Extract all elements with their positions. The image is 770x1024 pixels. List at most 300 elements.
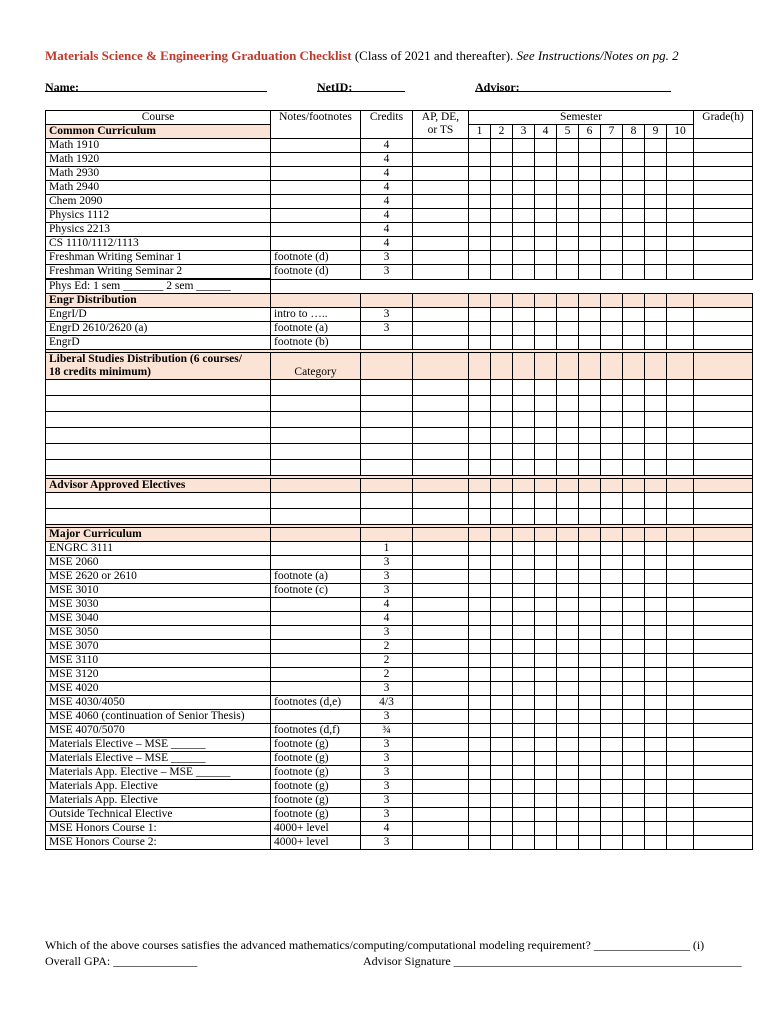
semester-cell[interactable] [667,139,694,153]
semester-cell[interactable] [601,584,623,598]
semester-cell[interactable] [557,223,579,237]
semester-cell[interactable] [667,710,694,724]
credits-input[interactable] [361,493,413,509]
semester-cell[interactable] [601,195,623,209]
semester-cell[interactable] [535,696,557,710]
ap-de-ts-cell[interactable] [413,223,469,237]
ap-de-ts-cell[interactable] [413,724,469,738]
notes-input[interactable] [271,493,361,509]
semester-cell[interactable] [623,822,645,836]
semester-cell[interactable] [513,237,535,251]
semester-cell[interactable] [579,836,601,850]
semester-cell[interactable] [601,153,623,167]
semester-cell[interactable] [645,444,667,460]
semester-cell[interactable] [491,223,513,237]
semester-cell[interactable] [645,195,667,209]
semester-cell[interactable] [645,570,667,584]
grade-cell[interactable] [694,336,753,350]
semester-cell[interactable] [535,738,557,752]
semester-cell[interactable] [601,265,623,280]
semester-cell[interactable] [513,493,535,509]
grade-cell[interactable] [694,396,753,412]
grade-cell[interactable] [694,153,753,167]
semester-cell[interactable] [535,766,557,780]
semester-cell[interactable] [667,836,694,850]
semester-cell[interactable] [513,654,535,668]
semester-cell[interactable] [469,308,491,322]
grade-cell[interactable] [694,493,753,509]
semester-cell[interactable] [469,724,491,738]
ap-de-ts-cell[interactable] [413,308,469,322]
semester-cell[interactable] [513,460,535,476]
semester-cell[interactable] [513,223,535,237]
semester-cell[interactable] [645,682,667,696]
credits-input[interactable] [361,509,413,525]
semester-cell[interactable] [601,654,623,668]
semester-cell[interactable] [469,380,491,396]
semester-cell[interactable] [645,724,667,738]
semester-cell[interactable] [513,195,535,209]
semester-cell[interactable] [601,808,623,822]
semester-cell[interactable] [667,640,694,654]
semester-cell[interactable] [645,336,667,350]
grade-cell[interactable] [694,428,753,444]
semester-cell[interactable] [557,794,579,808]
semester-cell[interactable] [645,223,667,237]
semester-cell[interactable] [601,396,623,412]
semester-cell[interactable] [557,626,579,640]
semester-cell[interactable] [469,710,491,724]
semester-cell[interactable] [579,584,601,598]
semester-cell[interactable] [491,308,513,322]
course-input[interactable] [46,428,271,444]
semester-cell[interactable] [513,570,535,584]
semester-cell[interactable] [667,626,694,640]
ap-de-ts-cell[interactable] [413,412,469,428]
semester-cell[interactable] [513,322,535,336]
semester-cell[interactable] [535,460,557,476]
semester-cell[interactable] [623,396,645,412]
semester-cell[interactable] [623,195,645,209]
semester-cell[interactable] [601,794,623,808]
semester-cell[interactable] [535,682,557,696]
grade-cell[interactable] [694,542,753,556]
semester-cell[interactable] [667,380,694,396]
semester-cell[interactable] [491,738,513,752]
semester-cell[interactable] [535,153,557,167]
semester-cell[interactable] [601,766,623,780]
semester-cell[interactable] [491,766,513,780]
semester-cell[interactable] [557,336,579,350]
semester-cell[interactable] [513,251,535,265]
grade-cell[interactable] [694,752,753,766]
semester-cell[interactable] [557,570,579,584]
semester-cell[interactable] [667,444,694,460]
semester-cell[interactable] [469,584,491,598]
semester-cell[interactable] [623,251,645,265]
semester-cell[interactable] [667,223,694,237]
semester-cell[interactable] [645,766,667,780]
course-input[interactable] [46,444,271,460]
semester-cell[interactable] [513,139,535,153]
semester-cell[interactable] [557,251,579,265]
grade-cell[interactable] [694,640,753,654]
semester-cell[interactable] [623,542,645,556]
semester-cell[interactable] [469,444,491,460]
semester-cell[interactable] [579,570,601,584]
semester-cell[interactable] [601,412,623,428]
semester-cell[interactable] [469,509,491,525]
semester-cell[interactable] [645,584,667,598]
semester-cell[interactable] [513,626,535,640]
semester-cell[interactable] [667,265,694,280]
semester-cell[interactable] [623,139,645,153]
semester-cell[interactable] [667,724,694,738]
semester-cell[interactable] [623,223,645,237]
semester-cell[interactable] [667,682,694,696]
semester-cell[interactable] [491,640,513,654]
semester-cell[interactable] [623,710,645,724]
grade-cell[interactable] [694,766,753,780]
ap-de-ts-cell[interactable] [413,710,469,724]
semester-cell[interactable] [623,836,645,850]
notes-input[interactable] [271,444,361,460]
semester-cell[interactable] [667,251,694,265]
semester-cell[interactable] [623,209,645,223]
semester-cell[interactable] [469,682,491,696]
semester-cell[interactable] [469,752,491,766]
semester-cell[interactable] [645,412,667,428]
grade-cell[interactable] [694,444,753,460]
advisor-field[interactable] [475,80,671,92]
ap-de-ts-cell[interactable] [413,598,469,612]
semester-cell[interactable] [513,836,535,850]
semester-cell[interactable] [667,654,694,668]
semester-cell[interactable] [601,780,623,794]
semester-cell[interactable] [535,780,557,794]
semester-cell[interactable] [469,223,491,237]
ap-de-ts-cell[interactable] [413,696,469,710]
credits-input[interactable] [361,428,413,444]
semester-cell[interactable] [469,780,491,794]
semester-cell[interactable] [491,836,513,850]
grade-cell[interactable] [694,237,753,251]
semester-cell[interactable] [623,780,645,794]
semester-cell[interactable] [557,682,579,696]
semester-cell[interactable] [513,598,535,612]
semester-cell[interactable] [667,668,694,682]
semester-cell[interactable] [513,265,535,280]
semester-cell[interactable] [667,780,694,794]
semester-cell[interactable] [469,556,491,570]
semester-cell[interactable] [469,794,491,808]
semester-cell[interactable] [601,336,623,350]
semester-cell[interactable] [469,322,491,336]
ap-de-ts-cell[interactable] [413,808,469,822]
semester-cell[interactable] [469,237,491,251]
semester-cell[interactable] [601,556,623,570]
semester-cell[interactable] [601,542,623,556]
grade-cell[interactable] [694,584,753,598]
semester-cell[interactable] [623,696,645,710]
semester-cell[interactable] [491,626,513,640]
semester-cell[interactable] [557,710,579,724]
semester-cell[interactable] [469,428,491,444]
semester-cell[interactable] [623,412,645,428]
semester-cell[interactable] [535,710,557,724]
semester-cell[interactable] [579,167,601,181]
semester-cell[interactable] [579,752,601,766]
grade-cell[interactable] [694,139,753,153]
semester-cell[interactable] [601,493,623,509]
semester-cell[interactable] [645,542,667,556]
semester-cell[interactable] [667,237,694,251]
semester-cell[interactable] [557,139,579,153]
semester-cell[interactable] [601,509,623,525]
semester-cell[interactable] [623,752,645,766]
semester-cell[interactable] [579,380,601,396]
semester-cell[interactable] [513,682,535,696]
semester-cell[interactable] [535,752,557,766]
credits-input[interactable] [361,412,413,428]
semester-cell[interactable] [667,167,694,181]
grade-cell[interactable] [694,808,753,822]
semester-cell[interactable] [469,836,491,850]
semester-cell[interactable] [623,738,645,752]
semester-cell[interactable] [513,509,535,525]
notes-input[interactable] [271,412,361,428]
semester-cell[interactable] [579,542,601,556]
semester-cell[interactable] [623,460,645,476]
semester-cell[interactable] [601,668,623,682]
semester-cell[interactable] [667,696,694,710]
semester-cell[interactable] [645,780,667,794]
semester-cell[interactable] [557,181,579,195]
grade-cell[interactable] [694,570,753,584]
semester-cell[interactable] [557,612,579,626]
credits-input[interactable] [361,380,413,396]
semester-cell[interactable] [557,167,579,181]
notes-input[interactable] [271,396,361,412]
semester-cell[interactable] [535,195,557,209]
semester-cell[interactable] [645,322,667,336]
semester-cell[interactable] [557,780,579,794]
grade-cell[interactable] [694,598,753,612]
course-input[interactable] [46,460,271,476]
semester-cell[interactable] [579,668,601,682]
semester-cell[interactable] [535,380,557,396]
grade-cell[interactable] [694,836,753,850]
semester-cell[interactable] [557,265,579,280]
semester-cell[interactable] [579,766,601,780]
semester-cell[interactable] [601,223,623,237]
semester-cell[interactable] [513,724,535,738]
semester-cell[interactable] [645,209,667,223]
ap-de-ts-cell[interactable] [413,654,469,668]
semester-cell[interactable] [491,710,513,724]
grade-cell[interactable] [694,682,753,696]
semester-cell[interactable] [579,412,601,428]
semester-cell[interactable] [535,724,557,738]
ap-de-ts-cell[interactable] [413,626,469,640]
semester-cell[interactable] [535,223,557,237]
semester-cell[interactable] [491,612,513,626]
course-input[interactable] [46,493,271,509]
semester-cell[interactable] [579,336,601,350]
semester-cell[interactable] [645,836,667,850]
ap-de-ts-cell[interactable] [413,153,469,167]
semester-cell[interactable] [513,336,535,350]
semester-cell[interactable] [491,460,513,476]
semester-cell[interactable] [513,780,535,794]
semester-cell[interactable] [579,223,601,237]
semester-cell[interactable] [645,265,667,280]
semester-cell[interactable] [645,710,667,724]
name-field[interactable] [45,80,267,92]
semester-cell[interactable] [557,209,579,223]
ap-de-ts-cell[interactable] [413,822,469,836]
semester-cell[interactable] [601,322,623,336]
semester-cell[interactable] [667,556,694,570]
semester-cell[interactable] [491,724,513,738]
ap-de-ts-cell[interactable] [413,584,469,598]
semester-cell[interactable] [579,654,601,668]
semester-cell[interactable] [513,209,535,223]
semester-cell[interactable] [579,181,601,195]
semester-cell[interactable] [535,570,557,584]
ap-de-ts-cell[interactable] [413,336,469,350]
semester-cell[interactable] [491,696,513,710]
semester-cell[interactable] [623,682,645,696]
ap-de-ts-cell[interactable] [413,542,469,556]
ap-de-ts-cell[interactable] [413,195,469,209]
notes-input[interactable] [271,509,361,525]
grade-cell[interactable] [694,794,753,808]
semester-cell[interactable] [535,251,557,265]
semester-cell[interactable] [535,640,557,654]
semester-cell[interactable] [469,139,491,153]
semester-cell[interactable] [601,428,623,444]
semester-cell[interactable] [667,542,694,556]
grade-cell[interactable] [694,509,753,525]
semester-cell[interactable] [667,509,694,525]
grade-cell[interactable] [694,265,753,280]
semester-cell[interactable] [535,444,557,460]
semester-cell[interactable] [469,396,491,412]
ap-de-ts-cell[interactable] [413,766,469,780]
semester-cell[interactable] [535,167,557,181]
semester-cell[interactable] [623,612,645,626]
math-requirement-question[interactable]: Which of the above courses satisfies the advanced mathematics/computing/computational modeling requirement? ________________ (i) [45,938,705,952]
grade-cell[interactable] [694,654,753,668]
semester-cell[interactable] [535,542,557,556]
semester-cell[interactable] [601,738,623,752]
grade-cell[interactable] [694,738,753,752]
semester-cell[interactable] [623,428,645,444]
semester-cell[interactable] [535,556,557,570]
semester-cell[interactable] [601,209,623,223]
semester-cell[interactable] [645,598,667,612]
semester-cell[interactable] [667,822,694,836]
semester-cell[interactable] [535,181,557,195]
semester-cell[interactable] [491,654,513,668]
semester-cell[interactable] [579,428,601,444]
semester-cell[interactable] [535,308,557,322]
semester-cell[interactable] [491,153,513,167]
semester-cell[interactable] [601,822,623,836]
semester-cell[interactable] [469,460,491,476]
semester-cell[interactable] [645,167,667,181]
semester-cell[interactable] [579,509,601,525]
semester-cell[interactable] [579,612,601,626]
notes-input[interactable] [271,460,361,476]
semester-cell[interactable] [557,444,579,460]
semester-cell[interactable] [667,181,694,195]
semester-cell[interactable] [667,195,694,209]
semester-cell[interactable] [535,598,557,612]
semester-cell[interactable] [513,738,535,752]
semester-cell[interactable] [513,822,535,836]
semester-cell[interactable] [623,584,645,598]
semester-cell[interactable] [491,428,513,444]
semester-cell[interactable] [535,509,557,525]
semester-cell[interactable] [623,444,645,460]
semester-cell[interactable] [535,794,557,808]
semester-cell[interactable] [623,570,645,584]
semester-cell[interactable] [623,265,645,280]
grade-cell[interactable] [694,412,753,428]
semester-cell[interactable] [557,738,579,752]
semester-cell[interactable] [557,412,579,428]
semester-cell[interactable] [645,308,667,322]
semester-cell[interactable] [645,380,667,396]
grade-cell[interactable] [694,780,753,794]
semester-cell[interactable] [579,822,601,836]
semester-cell[interactable] [645,139,667,153]
semester-cell[interactable] [491,181,513,195]
semester-cell[interactable] [579,237,601,251]
semester-cell[interactable] [623,724,645,738]
semester-cell[interactable] [469,612,491,626]
semester-cell[interactable] [513,794,535,808]
ap-de-ts-cell[interactable] [413,428,469,444]
semester-cell[interactable] [601,836,623,850]
semester-cell[interactable] [667,460,694,476]
advisor-signature[interactable]: Advisor Signature ________________________________________________ [363,954,742,968]
semester-cell[interactable] [623,181,645,195]
ap-de-ts-cell[interactable] [413,780,469,794]
semester-cell[interactable] [579,682,601,696]
ap-de-ts-cell[interactable] [413,396,469,412]
semester-cell[interactable] [579,460,601,476]
semester-cell[interactable] [513,396,535,412]
semester-cell[interactable] [623,493,645,509]
semester-cell[interactable] [557,153,579,167]
semester-cell[interactable] [557,654,579,668]
semester-cell[interactable] [491,444,513,460]
semester-cell[interactable] [601,251,623,265]
semester-cell[interactable] [557,598,579,612]
semester-cell[interactable] [535,139,557,153]
semester-cell[interactable] [623,668,645,682]
semester-cell[interactable] [579,794,601,808]
netid-field[interactable] [317,80,405,92]
semester-cell[interactable] [491,251,513,265]
semester-cell[interactable] [579,265,601,280]
ap-de-ts-cell[interactable] [413,556,469,570]
semester-cell[interactable] [491,682,513,696]
semester-cell[interactable] [601,710,623,724]
